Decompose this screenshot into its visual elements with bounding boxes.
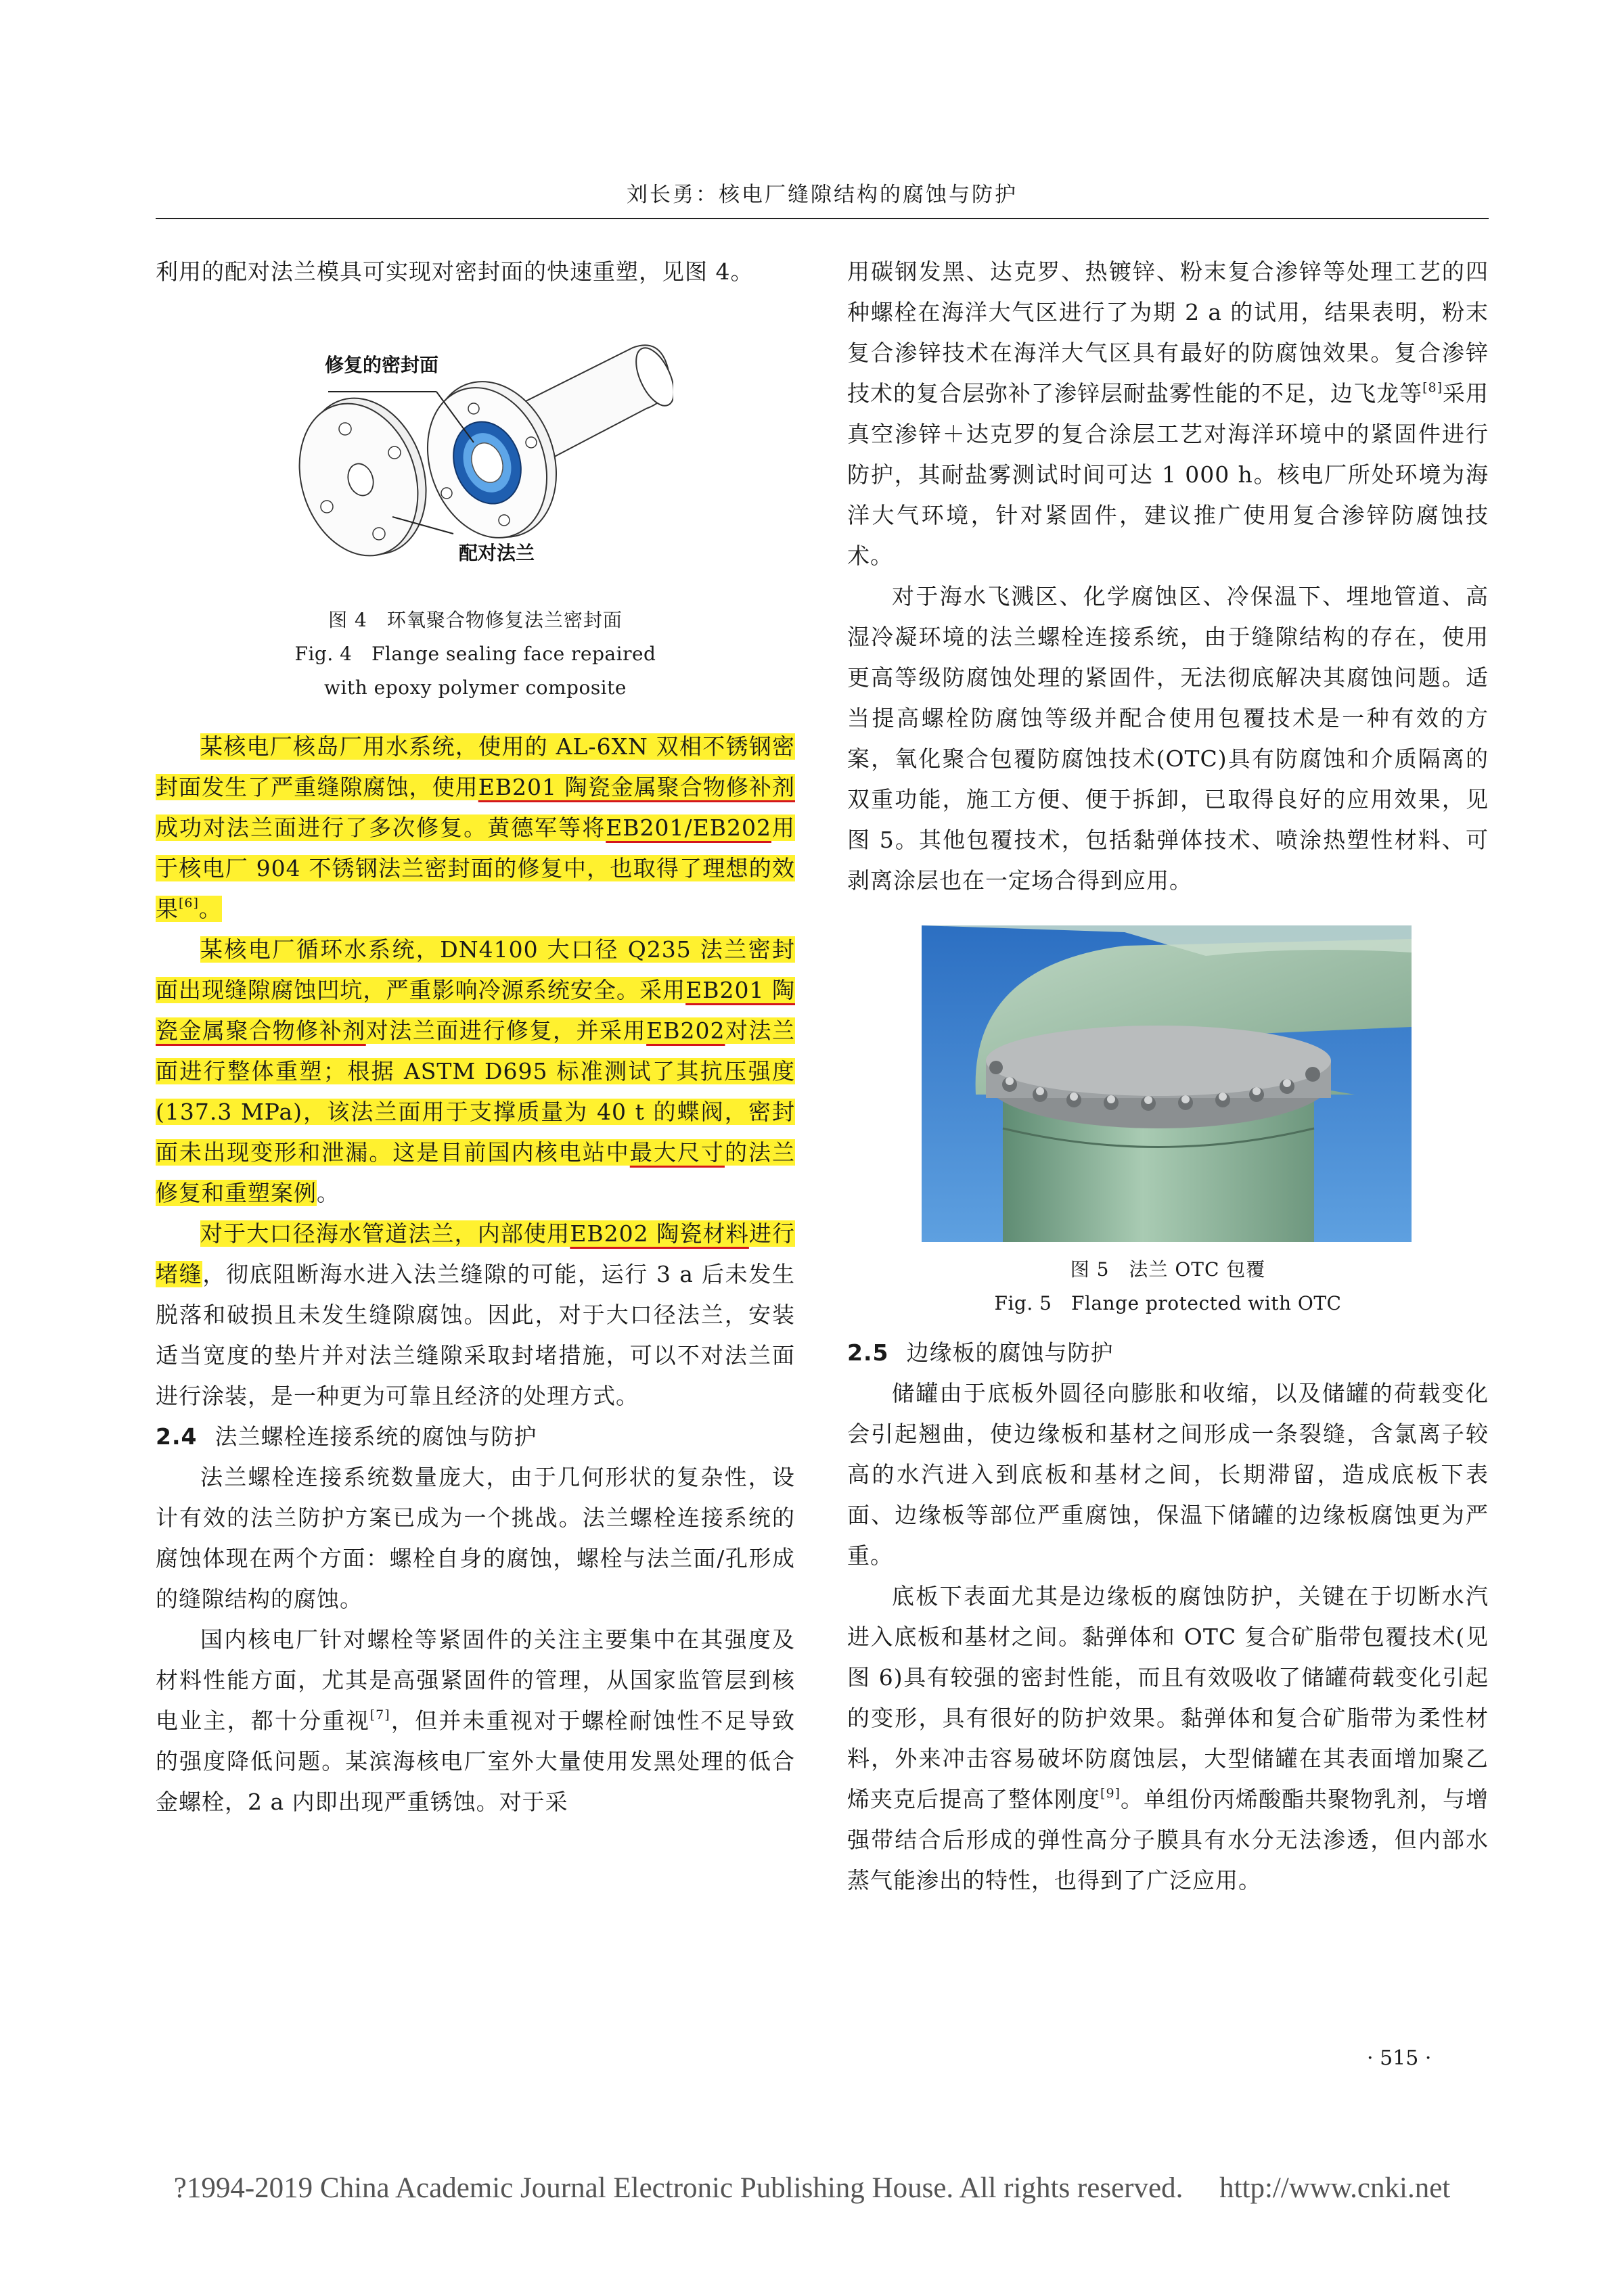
copyright-footer: ?1994-2019 China Academic Journal Electronic Publishing House. All rights reserved. http://www.cnki.net [173,2172,1451,2204]
paragraph-tank-edge: 储罐由于底板外圆径向膨胀和收缩，以及储罐的荷载变化会引起翘曲，使边缘板和基材之间形成一条裂缝，含氯离子较高的水汽进入到底板和基材之间，长期滞留，造成底板下表面、边缘板等部位严重腐蚀，保温下储罐的边缘板腐蚀更为严重。 [847,1380,1489,1569]
figure-4-caption-en-1: Fig. 4 Flange sealing face repaired [294,643,656,665]
figure-4-caption-cn: 图 4 环氧聚合物修复法兰密封面 [328,609,623,631]
page-number: · 515 · [1367,2046,1432,2070]
figure-5 [847,925,1489,1321]
citation-9: [9] [1100,1786,1121,1801]
section-heading-2-4: 2.4 法兰螺栓连接系统的腐蚀与防护 [156,1423,537,1450]
label-repaired-sealing-face: 修复的密封面 [325,354,439,376]
paragraph-eb201-island: 某核电厂核岛厂用水系统，使用的 AL-6XN 双相不锈钢密封面发生了严重缝隙腐蚀，使用EB201 陶瓷金属聚合物修补剂成功对法兰面进行了多次修复。黄德军等将EB201/EB202用于核电厂 904 不锈钢法兰密封面的修复中，也取得了理想的效果[6]。 [156,733,796,922]
figure-5-caption-en: Fig. 5 Flange protected with OTC [994,1292,1342,1314]
section-heading-2-5: 2.5 边缘板的腐蚀与防护 [847,1339,1114,1366]
underline-eb202-ceramic: EB202 陶瓷材料 [570,1220,749,1247]
header-rule [156,218,1489,219]
underline-eb201-repair: EB201 陶瓷金属聚合物修补剂 [156,977,795,1044]
paragraph-fastener-focus: 国内核电厂针对螺栓等紧固件的关注主要集中在其强度及材料性能方面，尤其是高强紧固件的管理，从国家监管层到核电业主，都十分重视[7]，但并未重视对于螺栓耐蚀性不足导致的强度降低问题。某滨海核电厂室外大量使用发黑处理的低合金螺栓，2 a 内即出现严重锈蚀。对于采 [156,1626,796,1815]
underline-eb201: EB201 陶瓷金属聚合物修补剂 [478,774,795,800]
paragraph-circulating-water: 某核电厂循环水系统，DN4100 大口径 Q235 法兰密封面出现缝隙腐蚀凹坑，严重影响冷源系统安全。采用EB201 陶瓷金属聚合物修补剂对法兰面进行修复，并采用EB202对法兰面进行整体重塑；根据 ASTM D695 标准测试了其抗压强度(137.3 MPa)，该法兰面用于支撑质量为 40 t 的蝶阀，密封面未出现变形和泄漏。这是目前国内核电站中最大尺寸的法兰修复和重塑案例。 [156,936,796,1206]
paragraph-bolt-system: 法兰螺栓连接系统数量庞大，由于几何形状的复杂性，设计有效的法兰防护方案已成为一个挑战。法兰螺栓连接系统的腐蚀体现在两个方面：螺栓自身的腐蚀，螺栓与法兰面/孔形成的缝隙结构的腐蚀。 [156,1464,795,1612]
figure-5-caption-cn: 图 5 法兰 OTC 包覆 [1070,1258,1266,1281]
citation-7: [7] [369,1707,390,1722]
figure-5-image [847,925,1489,1243]
paragraph-bolt-trial: 用碳钢发黑、达克罗、热镀锌、粉末复合渗锌等处理工艺的四种螺栓在海洋大气区进行了为期 2 a 的试用，结果表明，粉末复合渗锌技术在海洋大气区具有最好的防腐蚀效果。复合渗锌技术的复合层弥补了渗锌层耐盐雾性能的不足，边飞龙等[8]采用真空渗锌＋达克罗的复合涂层工艺对海洋环境中的紧固件进行防护，其耐盐雾测试时间可达 1 000 h。核电厂所处环境为海洋大气环境，针对紧固件，建议推广使用复合渗锌防腐蚀技术。 [847,258,1489,569]
paragraph-edge-protection: 底板下表面尤其是边缘板的腐蚀防护，关键在于切断水汽进入底板和基材之间。黏弹体和 OTC 复合矿脂带包覆技术(见图 6)具有较强的密封性能，而且有效吸收了储罐荷载变化引起的变形，具有很好的防护效果。黏弹体和复合矿脂带为柔性材料，外来冲击容易破坏防腐蚀层，大型储罐在其表面增加聚乙烯夹克后提高了整体刚度[9]。单组份丙烯酸酯共聚物乳剂，与增强带结合后形成的弹性高分子膜具有水分无法渗透，但内部水蒸气能渗出的特性，也得到了广泛应用。 [847,1583,1489,1893]
figure-4-caption-en-2: with epoxy polymer composite [324,676,627,699]
otc-flange-photo [922,925,1412,1242]
paragraph-intro: 利用的配对法兰模具可实现对密封面的快速重塑，见图 4。 [156,258,754,285]
running-header: 刘长勇：核电厂缝隙结构的腐蚀与防护 [627,183,1018,207]
figure-4 [156,341,795,705]
underline-eb201-eb202: EB201/EB202 [606,814,771,841]
label-mating-flange: 配对法兰 [459,542,535,564]
left-column [156,252,795,1822]
citation-8: [8] [1422,380,1443,395]
citation-6: [6] [179,896,199,911]
underline-largest-size: 最大尺寸 [629,1139,725,1166]
figure-4-image [156,341,795,599]
right-column [847,252,1489,1901]
paragraph-otc: 对于海水飞溅区、化学腐蚀区、冷保温下、埋地管道、高湿冷凝环境的法兰螺栓连接系统，由于缝隙结构的存在，使用更高等级防腐蚀处理的紧固件，无法彻底解决其腐蚀问题。适当提高螺栓防腐蚀等级并配合使用包覆技术是一种有效的方案，氧化聚合包覆防腐蚀技术(OTC)具有防腐蚀和介质隔离的双重功能，施工方便、便于拆卸，已取得良好的应用效果，见图 5。其他包覆技术，包括黏弹体技术、喷涂热塑性材料、可剥离涂层也在一定场合得到应用。 [847,583,1489,894]
underline-eb202: EB202 [646,1017,725,1044]
paragraph-large-diameter: 对于大口径海水管道法兰，内部使用EB202 陶瓷材料进行堵缝，彻底阻断海水进入法兰缝隙的可能，运行 3 a 后未发生脱落和破损且未发生缝隙腐蚀。因此，对于大口径法兰，安装适当宽度的垫片并对法兰缝隙采取封堵措施，可以不对法兰面进行涂装，是一种更为可靠且经济的处理方式。 [156,1220,796,1409]
